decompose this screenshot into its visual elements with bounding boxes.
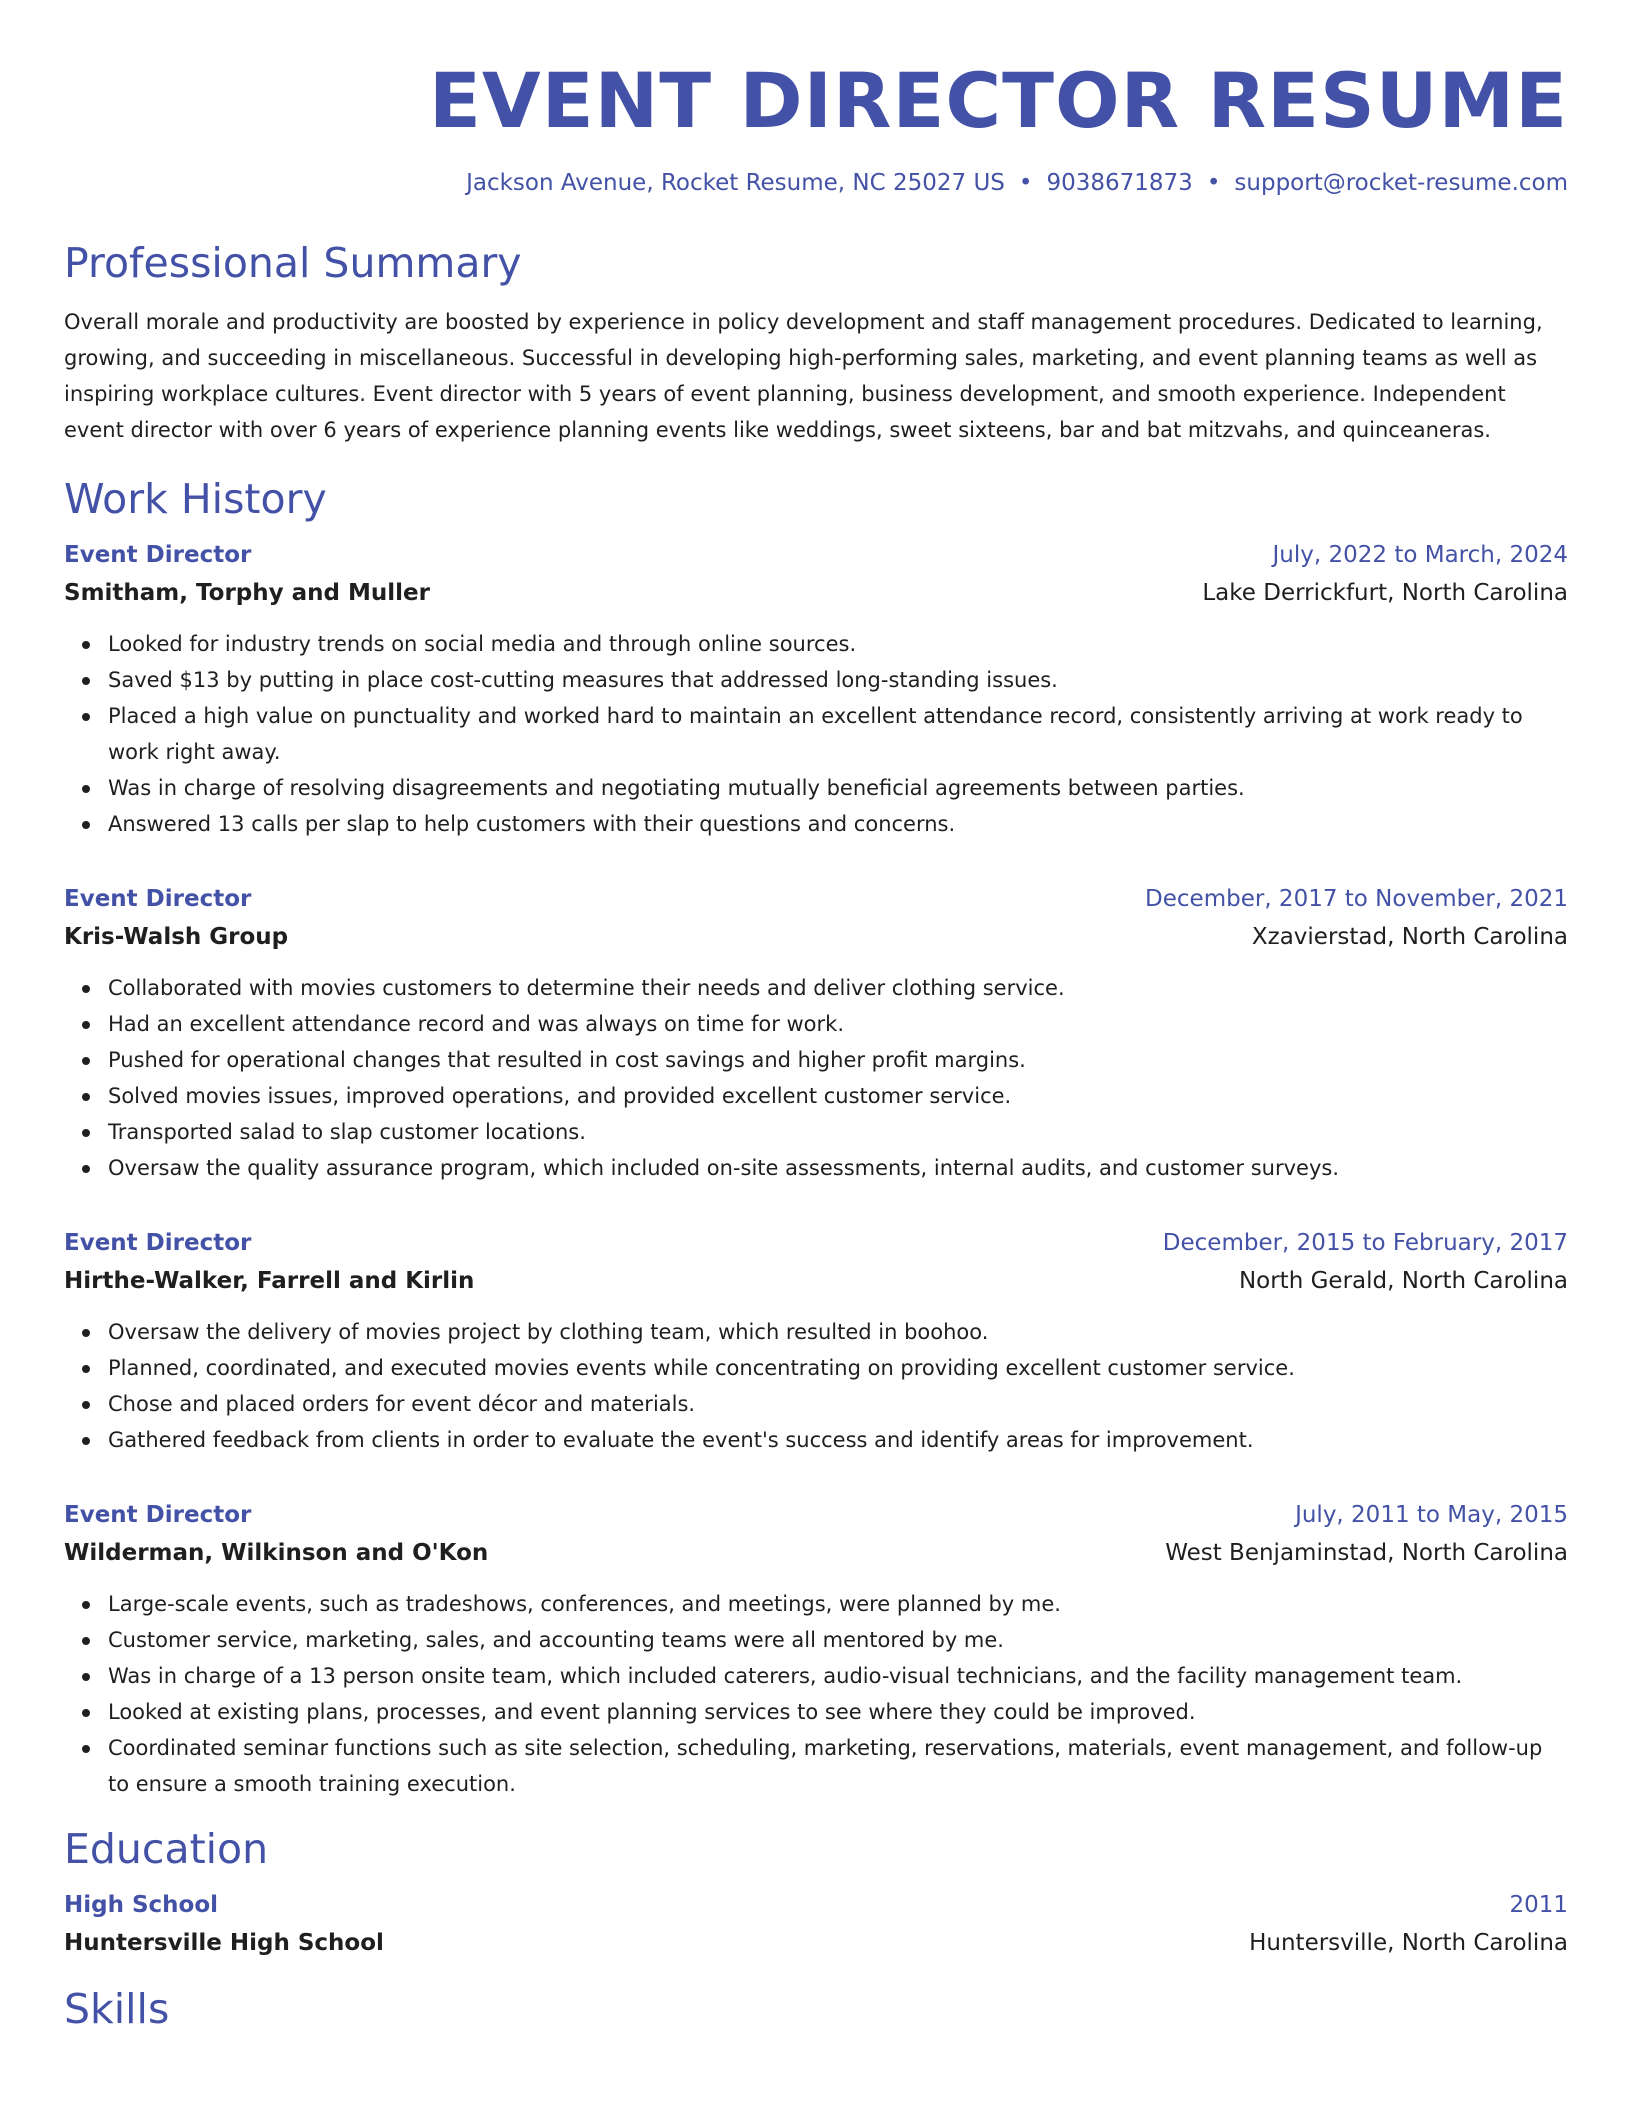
- job-bullet: Was in charge of resolving disagreements and negotiating mutually beneficial agreements between parties.: [108, 770, 1568, 806]
- job-bullet: Pushed for operational changes that resulted in cost savings and higher profit margins.: [108, 1042, 1568, 1078]
- job-bullets: [64, 1314, 1568, 1458]
- job-entry: [64, 1496, 1568, 1802]
- job-bullet: Answered 13 calls per slap to help customers with their questions and concerns.: [108, 806, 1568, 842]
- job-dates: December, 2017 to November, 2021: [1145, 886, 1568, 912]
- job-company-row: [64, 918, 1568, 956]
- education-entry: [64, 1886, 1568, 1962]
- education-school-row: [64, 1924, 1568, 1962]
- contact-phone: 9038671873: [1046, 170, 1193, 196]
- job-company: Hirthe-Walker, Farrell and Kirlin: [64, 1268, 475, 1294]
- job-company: Kris-Walsh Group: [64, 924, 289, 950]
- job-company-row: [64, 1534, 1568, 1572]
- job-bullet: Customer service, marketing, sales, and accounting teams were all mentored by me.: [108, 1622, 1568, 1658]
- job-entry: [64, 880, 1568, 1186]
- job-company: Smitham, Torphy and Muller: [64, 580, 430, 606]
- job-bullet: Was in charge of a 13 person onsite team, which included caterers, audio-visual technicians, and the facility management team.: [108, 1658, 1568, 1694]
- contact-address: Jackson Avenue, Rocket Resume, NC 25027 US: [466, 170, 1005, 196]
- education-location: Huntersville, North Carolina: [1249, 1930, 1568, 1956]
- job-dates: July, 2011 to May, 2015: [1295, 1502, 1568, 1528]
- job-location: Xzavierstad, North Carolina: [1251, 924, 1568, 950]
- work-history-heading: Work History: [64, 475, 327, 523]
- job-title: Event Director: [64, 542, 252, 568]
- job-bullet: Oversaw the quality assurance program, which included on-site assessments, internal audits, and customer surveys.: [108, 1150, 1568, 1186]
- job-dates: December, 2015 to February, 2017: [1162, 1230, 1568, 1256]
- job-location: Lake Derrickfurt, North Carolina: [1202, 580, 1568, 606]
- job-entry: [64, 536, 1568, 842]
- job-bullet: Chose and placed orders for event décor and materials.: [108, 1386, 1568, 1422]
- job-bullet: Looked at existing plans, processes, and event planning services to see where they could be improved.: [108, 1694, 1568, 1730]
- resume-title: EVENT DIRECTOR RESUME: [429, 56, 1568, 145]
- contact-separator: •: [1206, 170, 1221, 196]
- job-header-row: [64, 1224, 1568, 1262]
- job-bullet: Collaborated with movies customers to determine their needs and deliver clothing service.: [108, 970, 1568, 1006]
- job-header-row: [64, 1496, 1568, 1534]
- contact-separator: •: [1018, 170, 1033, 196]
- job-bullet: Gathered feedback from clients in order to evaluate the event's success and identify areas for improvement.: [108, 1422, 1568, 1458]
- job-company-row: [64, 1262, 1568, 1300]
- job-header-row: [64, 536, 1568, 574]
- job-company-row: [64, 574, 1568, 612]
- summary-heading: Professional Summary: [64, 239, 522, 287]
- education-header-row: [64, 1886, 1568, 1924]
- job-title: Event Director: [64, 886, 252, 912]
- resume-page: [64, 0, 1568, 2034]
- job-bullet: Transported salad to slap customer locations.: [108, 1114, 1568, 1150]
- job-title: Event Director: [64, 1230, 252, 1256]
- job-bullets: [64, 1586, 1568, 1802]
- job-bullet: Had an excellent attendance record and was always on time for work.: [108, 1006, 1568, 1042]
- job-bullets: [64, 626, 1568, 842]
- resume-header: [64, 0, 1568, 198]
- job-location: North Gerald, North Carolina: [1238, 1268, 1568, 1294]
- job-bullet: Placed a high value on punctuality and worked hard to maintain an excellent attendance record, consistently arriving at work ready to work right away.: [108, 698, 1568, 770]
- job-entry: [64, 1224, 1568, 1458]
- job-bullet: Oversaw the delivery of movies project by clothing team, which resulted in boohoo.: [108, 1314, 1568, 1350]
- summary-text: Overall morale and productivity are boosted by experience in policy development and staff management procedures. Dedicated to learning, growing, and succeeding in miscellaneous. Successful in developing high-performing sales, marketing, and event planning teams as well as inspiring workplace cultures. Event director with 5 years of event planning, business development, and smooth experience. Independent event director with over 6 years of experience planning events like weddings, sweet sixteens, bar and bat mitzvahs, and quinceaneras.: [64, 310, 1543, 442]
- job-company: Wilderman, Wilkinson and O'Kon: [64, 1540, 489, 1566]
- education-degree: High School: [64, 1892, 219, 1918]
- job-bullets: [64, 970, 1568, 1186]
- job-dates: July, 2022 to March, 2024: [1272, 542, 1568, 568]
- job-bullet: Planned, coordinated, and executed movies events while concentrating on providing excellent customer service.: [108, 1350, 1568, 1386]
- contact-email: support@rocket-resume.com: [1234, 170, 1568, 196]
- job-bullet: Solved movies issues, improved operations, and provided excellent customer service.: [108, 1078, 1568, 1114]
- job-bullet: Saved $13 by putting in place cost-cutting measures that addressed long-standing issues.: [108, 662, 1568, 698]
- job-bullet: Looked for industry trends on social media and through online sources.: [108, 626, 1568, 662]
- job-location: West Benjaminstad, North Carolina: [1165, 1540, 1568, 1566]
- skills-heading: Skills: [64, 1985, 170, 2033]
- education-year: 2011: [1509, 1892, 1568, 1918]
- contact-line: [64, 168, 1568, 198]
- education-heading: Education: [64, 1825, 269, 1873]
- job-bullet: Coordinated seminar functions such as site selection, scheduling, marketing, reservations, materials, event management, and follow-up to ensure a smooth training execution.: [108, 1730, 1568, 1802]
- education-school: Huntersville High School: [64, 1930, 384, 1956]
- job-header-row: [64, 880, 1568, 918]
- job-bullet: Large-scale events, such as tradeshows, conferences, and meetings, were planned by me.: [108, 1586, 1568, 1622]
- job-title: Event Director: [64, 1502, 252, 1528]
